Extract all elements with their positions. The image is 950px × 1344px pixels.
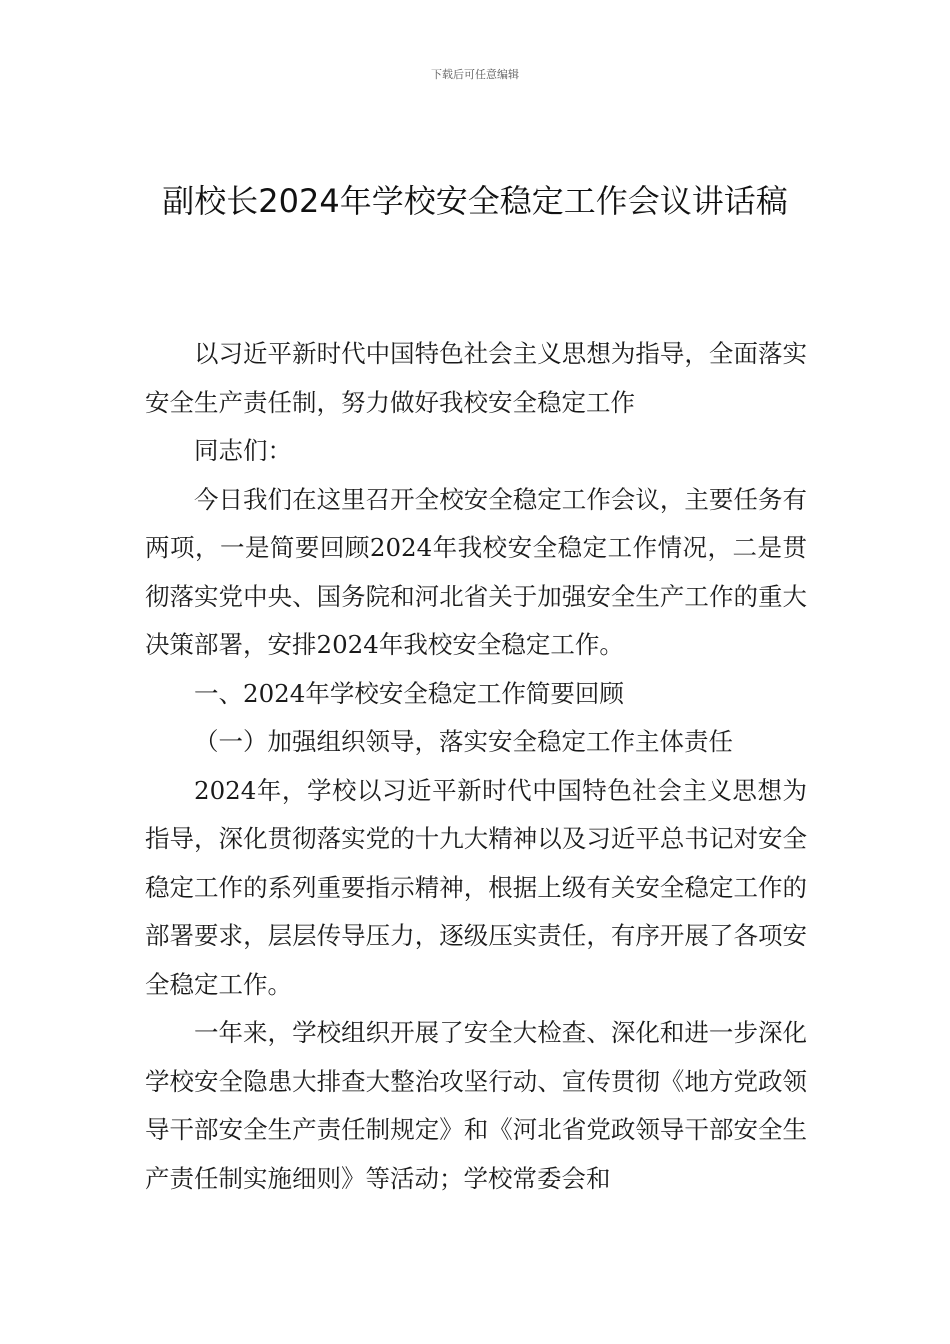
document-body (145, 330, 807, 1203)
section-heading-1: 一、2024年学校安全稳定工作简要回顾 (194, 678, 624, 708)
paragraph-meeting-purpose: 今日我们在这里召开全校安全稳定工作会议，主要任务有两项，一是简要回顾2024年我校安全稳定工作情况，二是贯彻落实党中央、国务院和河北省关于加强安全生产工作的重大决策部署，安排2024年我校安全稳定工作。 (145, 484, 807, 659)
paragraph-year-activities: 一年来，学校组织开展了安全大检查、深化和进一步深化学校安全隐患大排查大整治攻坚行动、宣传贯彻《地方党政领导干部安全生产责任制规定》和《河北省党政领导干部安全生产责任制实施细则》等活动；学校常委会和 (145, 1018, 807, 1193)
subsection-heading-1: （一）加强组织领导，落实安全稳定工作主体责任 (194, 727, 733, 756)
paragraph-intro: 以习近平新时代中国特色社会主义思想为指导，全面落实安全生产责任制，努力做好我校安全稳定工作 (145, 339, 807, 417)
document-title: 副校长2024年学校安全稳定工作会议讲话稿 (162, 182, 788, 220)
header-note: 下载后可任意编辑 (431, 68, 519, 81)
paragraph-2024-summary: 2024年，学校以习近平新时代中国特色社会主义思想为指导，深化贯彻落实党的十九大精神以及习近平总书记对安全稳定工作的系列重要指示精神，根据上级有关安全稳定工作的部署要求，层层传导压力，逐级压实责任，有序开展了各项安全稳定工作。 (145, 775, 807, 999)
paragraph-salutation: 同志们： (194, 436, 292, 465)
